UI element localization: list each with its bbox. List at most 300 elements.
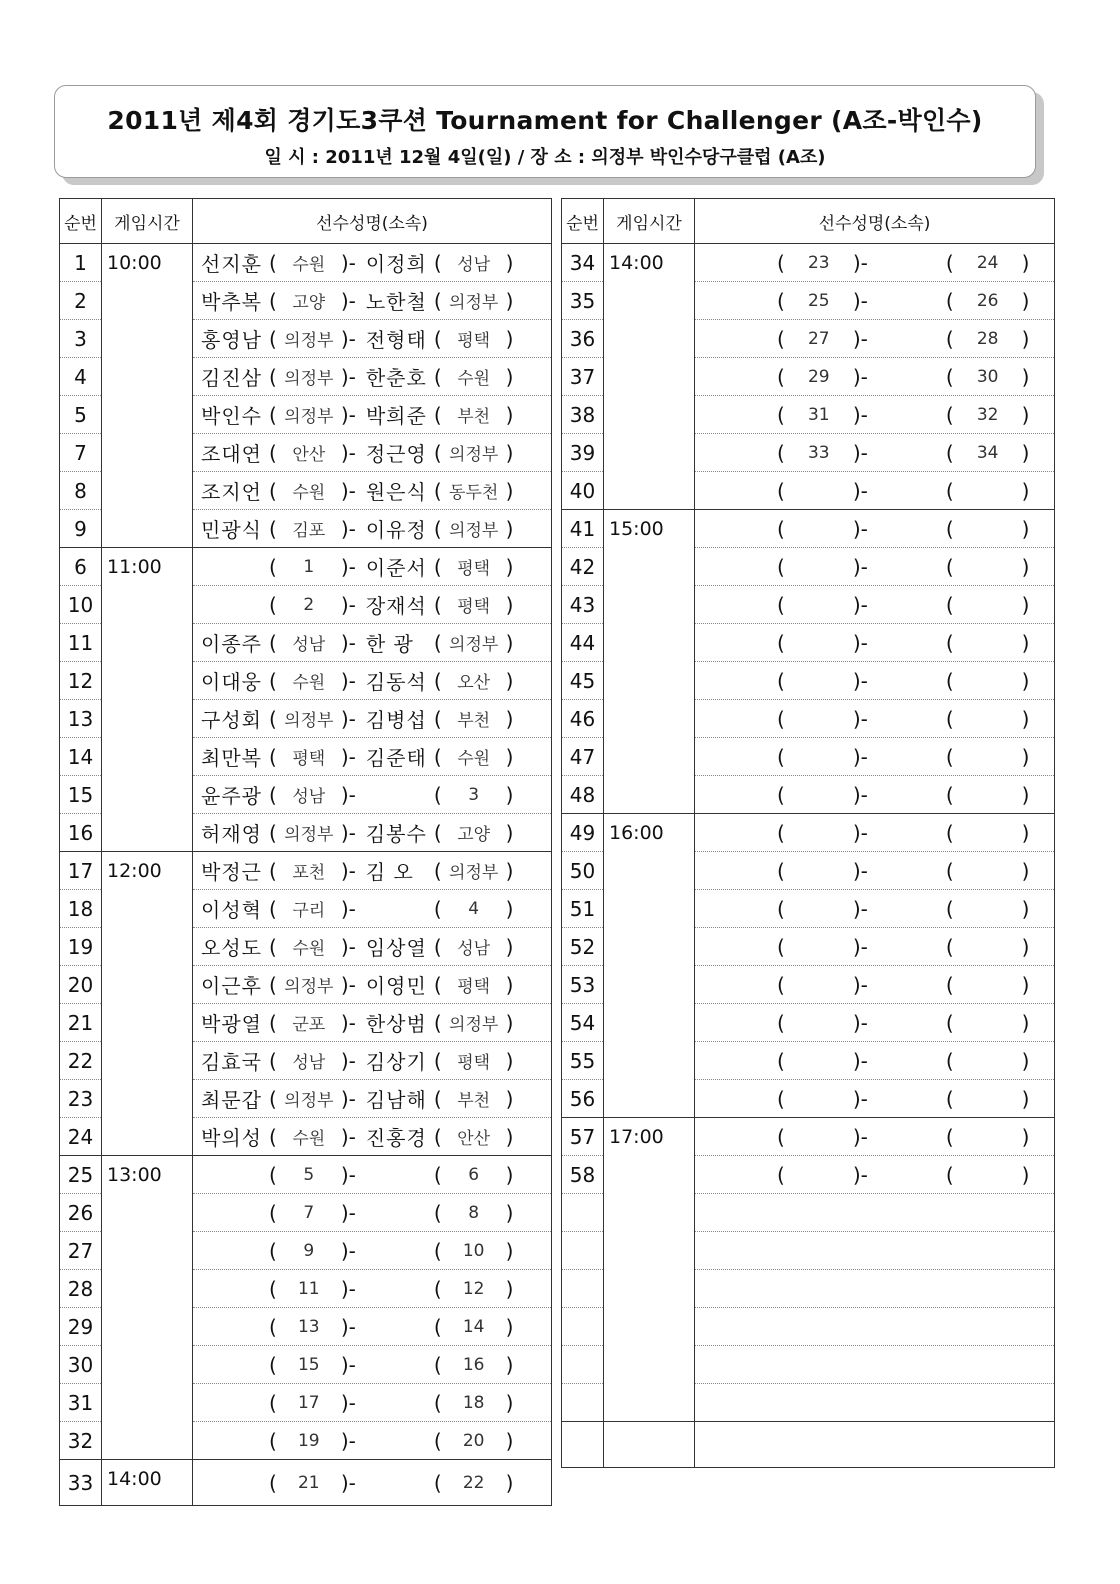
match-cell: [695, 586, 1055, 624]
close-paren: ): [505, 1352, 514, 1377]
close-paren: ): [852, 364, 861, 389]
open-paren: (: [945, 288, 954, 313]
open-paren: (: [269, 1238, 277, 1263]
open-paren: (: [945, 1124, 954, 1149]
open-paren: (: [945, 858, 954, 883]
versus-dash: -: [348, 1200, 356, 1225]
club-name: 안산: [292, 445, 326, 465]
close-paren: ): [340, 1200, 349, 1225]
open-paren: (: [269, 630, 277, 655]
open-paren: (: [433, 744, 442, 769]
close-paren: ): [1021, 288, 1030, 313]
title-box: [54, 85, 1036, 178]
close-paren: ): [505, 1200, 514, 1225]
open-paren: (: [945, 744, 954, 769]
match-cell: [695, 776, 1055, 814]
open-paren: (: [433, 440, 442, 465]
club-name: 고양: [292, 293, 326, 313]
open-paren: (: [269, 288, 277, 313]
match-number: 46: [562, 700, 604, 738]
close-paren: ): [1021, 668, 1030, 693]
close-paren: ): [1021, 630, 1030, 655]
column-header-time: 게임시간: [604, 199, 695, 244]
close-paren: ): [1021, 934, 1030, 959]
club-name: 16: [462, 1354, 485, 1375]
close-paren: ): [340, 1428, 349, 1453]
match-number: 2: [60, 282, 102, 320]
open-paren: (: [777, 820, 785, 845]
club-name: 수원: [292, 939, 326, 959]
match-number: 32: [60, 1422, 102, 1460]
club-name: 의정부: [449, 445, 499, 465]
versus-dash: -: [860, 1086, 868, 1111]
player-name: 김남해: [365, 1088, 427, 1112]
open-paren: (: [777, 972, 785, 997]
versus-dash: -: [860, 706, 868, 731]
player-name: 박광열: [201, 1012, 262, 1036]
player-name: 최만복: [201, 746, 262, 770]
match-cell: [193, 928, 552, 966]
club-name: 14: [462, 1316, 485, 1337]
match-cell: [695, 928, 1055, 966]
close-paren: ): [1021, 972, 1030, 997]
close-paren: ): [340, 554, 349, 579]
versus-dash: -: [348, 744, 356, 769]
match-cell: [193, 1270, 552, 1308]
match-cell: [193, 1156, 552, 1194]
close-paren: ): [505, 1390, 514, 1415]
match-cell: [695, 548, 1055, 586]
club-name: 의정부: [284, 711, 334, 731]
open-paren: (: [945, 934, 954, 959]
close-paren: ): [340, 820, 349, 845]
versus-dash: -: [860, 858, 868, 883]
open-paren: (: [433, 1162, 442, 1187]
match-cell: [695, 738, 1055, 776]
club-name: 의정부: [449, 293, 499, 313]
column-header-players: 선수성명(소속): [193, 199, 552, 244]
player-name: 이성혁: [201, 898, 262, 922]
open-paren: (: [433, 1276, 442, 1301]
club-name: 27: [807, 328, 830, 349]
game-time: 15:00: [604, 510, 695, 814]
game-time: 11:00: [102, 548, 193, 852]
match-cell: [193, 586, 552, 624]
player-name: 박인수: [201, 404, 262, 428]
open-paren: (: [945, 592, 954, 617]
match-cell: [193, 548, 552, 586]
club-name: 34: [976, 442, 999, 463]
versus-dash: -: [348, 1276, 356, 1301]
player-name: 조대연: [201, 442, 262, 466]
open-paren: (: [269, 1352, 277, 1377]
close-paren: ): [340, 1124, 349, 1149]
player-name: 이준서: [365, 556, 427, 580]
match-number: 49: [562, 814, 604, 852]
player-name: 선지훈: [201, 252, 262, 276]
club-name: 성남: [457, 255, 491, 275]
match-cell: [695, 282, 1055, 320]
club-name: 동두천: [449, 483, 499, 503]
club-name: 김포: [292, 521, 326, 541]
close-paren: ): [852, 706, 861, 731]
match-cell: [695, 1004, 1055, 1042]
match-number: 35: [562, 282, 604, 320]
open-paren: (: [777, 1048, 785, 1073]
match-number: 9: [60, 510, 102, 548]
versus-dash: -: [348, 1124, 356, 1149]
match-cell: [193, 510, 552, 548]
versus-dash: -: [860, 1124, 868, 1149]
versus-dash: -: [860, 250, 868, 275]
close-paren: ): [505, 326, 514, 351]
versus-dash: -: [860, 364, 868, 389]
open-paren: (: [777, 744, 785, 769]
close-paren: ): [340, 1276, 349, 1301]
club-name: 성남: [292, 787, 326, 807]
player-name: 김진삼: [201, 366, 262, 390]
match-number: 16: [60, 814, 102, 852]
close-paren: ): [505, 858, 514, 883]
open-paren: (: [269, 250, 277, 275]
club-name: 30: [976, 366, 999, 387]
table-row: [60, 548, 552, 586]
close-paren: ): [852, 934, 861, 959]
club-name: 포천: [292, 863, 326, 883]
close-paren: ): [505, 934, 514, 959]
match-number: 4: [60, 358, 102, 396]
open-paren: (: [433, 1200, 442, 1225]
close-paren: ): [505, 516, 514, 541]
match-cell: [193, 1080, 552, 1118]
club-name: 의정부: [284, 825, 334, 845]
match-cell: [193, 396, 552, 434]
open-paren: (: [945, 1048, 954, 1073]
close-paren: ): [852, 592, 861, 617]
versus-dash: -: [860, 554, 868, 579]
close-paren: ): [340, 896, 349, 921]
open-paren: (: [777, 250, 785, 275]
game-time: 16:00: [604, 814, 695, 1118]
club-name: 평택: [457, 977, 491, 997]
versus-dash: -: [860, 1010, 868, 1035]
match-number: 27: [60, 1232, 102, 1270]
match-number: 12: [60, 662, 102, 700]
player-name: 홍영남: [201, 328, 262, 352]
page-subtitle: 일 시 : 2011년 12월 4일(일) / 장 소 : 의정부 박인수당구클럽 (A조): [264, 147, 826, 168]
versus-dash: -: [348, 1238, 356, 1263]
close-paren: ): [1021, 402, 1030, 427]
close-paren: ): [340, 326, 349, 351]
close-paren: ): [340, 668, 349, 693]
close-paren: ): [340, 250, 349, 275]
club-name: 의정부: [449, 1015, 499, 1035]
match-cell: [193, 1118, 552, 1156]
player-name: 박희준: [365, 404, 427, 428]
close-paren: ): [340, 1470, 349, 1495]
versus-dash: -: [860, 630, 868, 655]
player-name: 한 광: [365, 632, 414, 656]
match-cell: [193, 776, 552, 814]
close-paren: ): [340, 516, 349, 541]
player-name: 최문갑: [201, 1088, 262, 1112]
open-paren: (: [777, 402, 785, 427]
open-paren: (: [433, 1428, 442, 1453]
open-paren: (: [777, 934, 785, 959]
close-paren: ): [1021, 1124, 1030, 1149]
match-number: 39: [562, 434, 604, 472]
versus-dash: -: [348, 1390, 356, 1415]
game-time: [604, 1422, 695, 1468]
open-paren: (: [433, 820, 442, 845]
close-paren: ): [505, 1124, 514, 1149]
player-name: 오성도: [201, 936, 262, 960]
match-number: 23: [60, 1080, 102, 1118]
open-paren: (: [269, 592, 277, 617]
close-paren: ): [1021, 592, 1030, 617]
player-name: 원은식: [365, 480, 427, 504]
match-number: [562, 1422, 604, 1468]
open-paren: (: [433, 896, 442, 921]
open-paren: (: [269, 1390, 277, 1415]
player-name: 김봉수: [365, 822, 427, 846]
match-cell: [695, 1346, 1055, 1384]
table-row: [562, 814, 1055, 852]
match-cell: [193, 434, 552, 472]
open-paren: (: [945, 668, 954, 693]
close-paren: ): [852, 1048, 861, 1073]
match-number: 52: [562, 928, 604, 966]
close-paren: ): [340, 1162, 349, 1187]
open-paren: (: [269, 744, 277, 769]
match-number: 21: [60, 1004, 102, 1042]
versus-dash: -: [348, 478, 356, 503]
player-name: 장재석: [365, 594, 427, 618]
open-paren: (: [777, 896, 785, 921]
close-paren: ): [852, 858, 861, 883]
table-row: [562, 510, 1055, 548]
match-cell: [193, 1308, 552, 1346]
open-paren: (: [777, 364, 785, 389]
close-paren: ): [505, 1048, 514, 1073]
match-number: 1: [60, 244, 102, 282]
close-paren: ): [1021, 326, 1030, 351]
versus-dash: -: [348, 934, 356, 959]
match-number: 37: [562, 358, 604, 396]
player-name: 이정희: [365, 252, 427, 276]
table-row: [562, 1118, 1055, 1156]
close-paren: ): [340, 402, 349, 427]
match-cell: [193, 1460, 552, 1506]
match-number: 45: [562, 662, 604, 700]
open-paren: (: [433, 1238, 442, 1263]
close-paren: ): [505, 1428, 514, 1453]
open-paren: (: [269, 1470, 277, 1495]
close-paren: ): [505, 1010, 514, 1035]
open-paren: (: [433, 1314, 442, 1339]
open-paren: (: [433, 402, 442, 427]
column-header-time: 게임시간: [102, 199, 193, 244]
open-paren: (: [269, 782, 277, 807]
match-number: 36: [562, 320, 604, 358]
match-cell: [193, 738, 552, 776]
close-paren: ): [852, 1086, 861, 1111]
match-cell: [193, 1422, 552, 1460]
match-cell: [193, 1004, 552, 1042]
close-paren: ): [852, 326, 861, 351]
close-paren: ): [1021, 1162, 1030, 1187]
open-paren: (: [269, 1200, 277, 1225]
versus-dash: -: [348, 1352, 356, 1377]
open-paren: (: [433, 592, 442, 617]
match-number: 55: [562, 1042, 604, 1080]
open-paren: (: [433, 668, 442, 693]
open-paren: (: [269, 402, 277, 427]
club-name: 21: [297, 1472, 320, 1493]
close-paren: ): [852, 288, 861, 313]
club-name: 평택: [457, 331, 491, 351]
match-number: [562, 1346, 604, 1384]
close-paren: ): [1021, 516, 1030, 541]
versus-dash: -: [860, 1048, 868, 1073]
club-name: 수원: [457, 749, 491, 769]
open-paren: (: [945, 1086, 954, 1111]
club-name: 28: [976, 328, 999, 349]
club-name: 11: [297, 1278, 320, 1299]
club-name: 20: [462, 1430, 485, 1451]
game-time: 17:00: [604, 1118, 695, 1422]
player-name: 조지언: [201, 480, 262, 504]
close-paren: ): [505, 1238, 514, 1263]
match-number: 54: [562, 1004, 604, 1042]
versus-dash: -: [348, 516, 356, 541]
match-cell: [695, 434, 1055, 472]
club-name: 의정부: [284, 977, 334, 997]
match-number: 58: [562, 1156, 604, 1194]
close-paren: ): [505, 250, 514, 275]
table-row: [60, 1156, 552, 1194]
club-name: 오산: [457, 673, 491, 693]
close-paren: ): [852, 1124, 861, 1149]
versus-dash: -: [348, 1162, 356, 1187]
club-name: 5: [303, 1164, 315, 1185]
player-name: 박정근: [201, 860, 262, 884]
match-number: 34: [562, 244, 604, 282]
game-time: 12:00: [102, 852, 193, 1156]
close-paren: ): [340, 972, 349, 997]
close-paren: ): [852, 440, 861, 465]
versus-dash: -: [348, 402, 356, 427]
versus-dash: -: [860, 402, 868, 427]
open-paren: (: [777, 1162, 785, 1187]
match-cell: [695, 1118, 1055, 1156]
club-name: 평택: [292, 749, 326, 769]
open-paren: (: [269, 896, 277, 921]
versus-dash: -: [348, 820, 356, 845]
open-paren: (: [269, 1124, 277, 1149]
open-paren: (: [945, 440, 954, 465]
club-name: 성남: [457, 939, 491, 959]
versus-dash: -: [348, 1470, 356, 1495]
match-cell: [695, 1422, 1055, 1468]
close-paren: ): [852, 554, 861, 579]
club-name: 의정부: [284, 369, 334, 389]
open-paren: (: [945, 250, 954, 275]
open-paren: (: [269, 934, 277, 959]
match-cell: [695, 1194, 1055, 1232]
club-name: 8: [468, 1202, 480, 1223]
club-name: 수원: [292, 483, 326, 503]
match-number: 8: [60, 472, 102, 510]
versus-dash: -: [348, 1010, 356, 1035]
close-paren: ): [1021, 364, 1030, 389]
game-time: 13:00: [102, 1156, 193, 1460]
open-paren: (: [945, 630, 954, 655]
match-cell: [695, 320, 1055, 358]
close-paren: ): [505, 1162, 514, 1187]
versus-dash: -: [348, 364, 356, 389]
open-paren: (: [945, 972, 954, 997]
club-name: 23: [807, 252, 830, 273]
club-name: 군포: [292, 1015, 326, 1035]
player-name: 진홍경: [365, 1126, 427, 1150]
versus-dash: -: [348, 972, 356, 997]
close-paren: ): [340, 1048, 349, 1073]
versus-dash: -: [860, 782, 868, 807]
close-paren: ): [340, 478, 349, 503]
match-number: 15: [60, 776, 102, 814]
player-name: 한상범: [365, 1012, 427, 1036]
open-paren: (: [433, 1470, 442, 1495]
match-cell: [193, 700, 552, 738]
close-paren: ): [340, 1390, 349, 1415]
match-cell: [695, 1384, 1055, 1422]
open-paren: (: [945, 326, 954, 351]
match-cell: [193, 1042, 552, 1080]
close-paren: ): [340, 1314, 349, 1339]
match-cell: [695, 700, 1055, 738]
open-paren: (: [945, 478, 954, 503]
versus-dash: -: [348, 250, 356, 275]
open-paren: (: [433, 1352, 442, 1377]
club-name: 수원: [292, 673, 326, 693]
match-number: 6: [60, 548, 102, 586]
player-name: 김상기: [365, 1050, 427, 1074]
club-name: 안산: [457, 1129, 491, 1149]
match-cell: [695, 510, 1055, 548]
match-number: 42: [562, 548, 604, 586]
versus-dash: -: [348, 288, 356, 313]
game-time: 14:00: [604, 244, 695, 510]
versus-dash: -: [860, 744, 868, 769]
versus-dash: -: [860, 972, 868, 997]
close-paren: ): [340, 630, 349, 655]
close-paren: ): [852, 1010, 861, 1035]
close-paren: ): [340, 1352, 349, 1377]
player-name: 구성회: [201, 708, 262, 732]
open-paren: (: [269, 478, 277, 503]
player-name: 임상열: [365, 936, 427, 960]
close-paren: ): [852, 668, 861, 693]
column-header-no: 순번: [60, 199, 102, 244]
close-paren: ): [505, 744, 514, 769]
match-cell: [695, 966, 1055, 1004]
match-number: 26: [60, 1194, 102, 1232]
club-name: 의정부: [284, 331, 334, 351]
open-paren: (: [433, 1048, 442, 1073]
schedule-table-right: [561, 198, 1055, 1468]
open-paren: (: [433, 782, 442, 807]
